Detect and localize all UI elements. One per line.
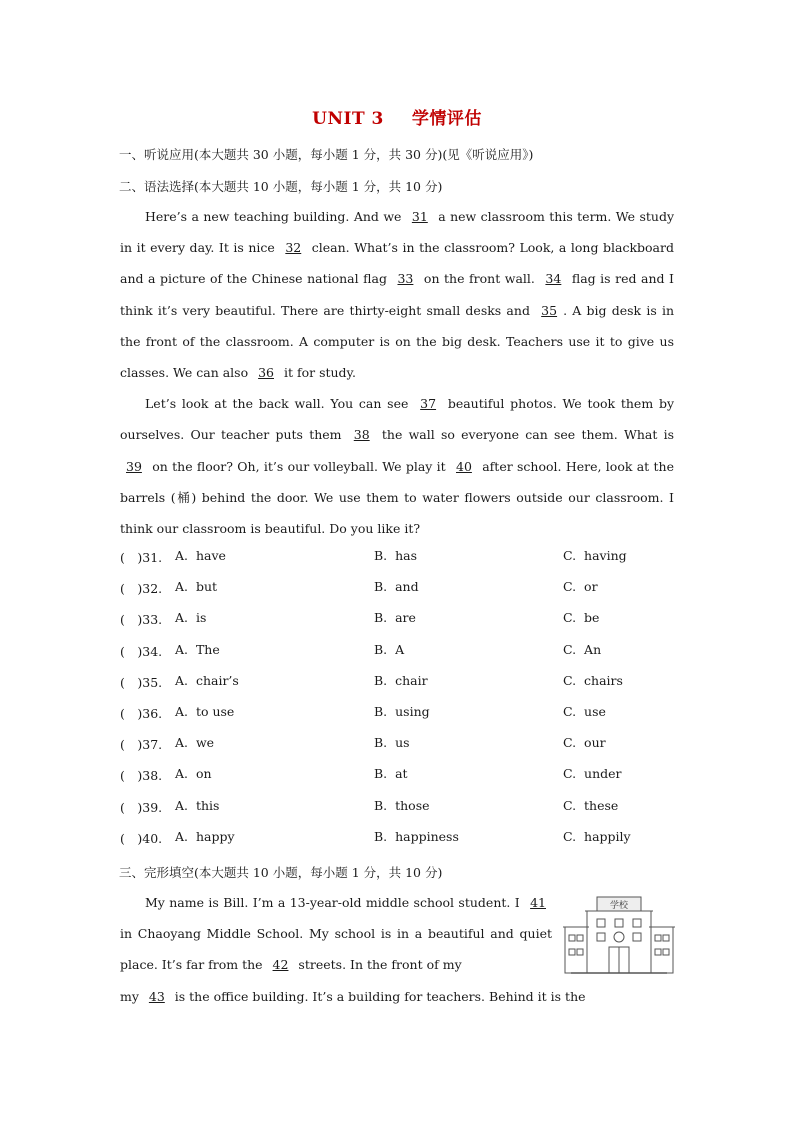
question-row-32 xyxy=(120,579,680,610)
option-c: C. having xyxy=(563,548,627,563)
question-row-38 xyxy=(120,766,680,797)
option-c: C. chairs xyxy=(563,672,623,688)
blank-36: 36 xyxy=(258,365,274,381)
grammar-passage xyxy=(120,201,674,544)
blank-37: 37 xyxy=(420,396,437,412)
question-number: ( )36. xyxy=(120,705,163,721)
option-a: A. we xyxy=(175,735,215,751)
blank-31: 31 xyxy=(411,209,428,224)
section-1-heading: 一、听说应用(本大题共 30 小题，每小题 1 分，共 30 分)(见《听说应用》) xyxy=(119,147,534,162)
question-number: ( )31. xyxy=(120,550,163,565)
blank-40: 40 xyxy=(456,458,472,474)
option-c: C. under xyxy=(563,766,622,782)
question-number: ( )34. xyxy=(120,643,163,659)
section-3-heading: 三、完形填空(本大题共 10 小题，每小题 1 分，共 10 分) xyxy=(119,865,443,880)
cloze-paragraph-line: my 43 is the office building. It’s a building for teachers. Behind it is the xyxy=(120,989,586,1004)
page-title xyxy=(0,104,794,129)
question-row-33 xyxy=(120,610,680,641)
question-number: ( )37. xyxy=(120,737,163,753)
blank-39: 39 xyxy=(126,458,142,474)
option-c: C. our xyxy=(563,735,606,751)
question-row-35 xyxy=(120,673,680,704)
option-b: B. and xyxy=(374,579,419,595)
passage-paragraph-1: Here’s a new teaching building. And we 31 a new classroom this term. We study in it every day. It is nice 32 clean. What’s in the classroom? Look, a long blackboard and a picture of the Chinese national flag 33 on the front wall. 34 flag is red and I think it’s very beautiful. There are thirty-eight small desks and 35 . A big desk is in the front of the classroom. A computer is on the big desk. Teachers use it to give us classes. We can also 36 it for study. xyxy=(120,209,675,381)
option-c: C. happily xyxy=(563,828,631,844)
question-number: ( )38. xyxy=(120,768,163,784)
option-a: A. on xyxy=(175,766,212,782)
blank-42: 42 xyxy=(272,957,289,973)
question-number: ( )40. xyxy=(120,830,163,846)
question-row-34 xyxy=(120,642,680,673)
option-b: B. chair xyxy=(374,672,428,688)
question-row-40 xyxy=(120,829,680,860)
option-b: B. has xyxy=(374,548,418,563)
option-b: B. A xyxy=(374,641,405,657)
question-number: ( )39. xyxy=(120,799,163,815)
option-a: A. to use xyxy=(175,703,235,719)
question-row-36 xyxy=(120,704,680,735)
option-a: A. have xyxy=(175,548,226,563)
cloze-paragraph: My name is Bill. I’m a 13-year-old middle school student. I 41 in Chaoyang Middle School. My school is in a beautiful and quiet place. It’s far from the 42 streets. In the front of my xyxy=(120,895,552,973)
option-c: C. or xyxy=(563,579,598,595)
question-row-31 xyxy=(120,548,680,579)
question-number: ( )33. xyxy=(120,612,163,628)
option-c: C. be xyxy=(563,610,600,626)
option-b: B. us xyxy=(374,735,410,751)
option-b: B. using xyxy=(374,703,430,719)
option-b: B. happiness xyxy=(374,828,459,844)
question-number: ( )32. xyxy=(120,581,163,597)
option-c: C. An xyxy=(563,641,602,657)
option-b: B. those xyxy=(374,797,430,813)
cloze-passage xyxy=(120,887,552,981)
blank-32: 32 xyxy=(285,240,302,256)
option-b: B. are xyxy=(374,610,416,626)
question-options xyxy=(120,548,680,860)
option-b: B. at xyxy=(374,766,408,782)
question-number: ( )35. xyxy=(120,674,163,690)
question-row-39 xyxy=(120,798,680,829)
blank-38: 38 xyxy=(353,427,370,443)
blank-41: 41 xyxy=(530,895,546,910)
blank-35: 35 xyxy=(541,302,558,318)
option-c: C. use xyxy=(563,703,606,719)
title-name: 学情评估 xyxy=(411,109,482,129)
option-a: A. but xyxy=(175,579,218,595)
question-row-37 xyxy=(120,735,680,766)
option-a: A. is xyxy=(175,610,207,626)
blank-43: 43 xyxy=(148,989,165,1004)
section-2-heading: 二、语法选择(本大题共 10 小题，每小题 1 分，共 10 分) xyxy=(119,179,443,194)
option-c: C. these xyxy=(563,797,619,813)
option-a: A. this xyxy=(175,797,220,813)
blank-33: 33 xyxy=(397,271,414,287)
option-a: A. The xyxy=(175,641,220,657)
blank-34: 34 xyxy=(545,271,562,287)
school-building-illustration xyxy=(563,895,675,977)
option-a: A. chair’s xyxy=(175,672,239,688)
option-a: A. happy xyxy=(175,828,235,844)
passage-paragraph-2: Let’s look at the back wall. You can see 37 beautiful photos. We took them by ourselves. Our teacher puts them 38 the wall so everyone can see them. What is 39 on the floor? Oh, it’s our volleyball. We play it 40 after school. Here, look at the barrels (桶) behind the door. We use them to water flowers outside our classroom. I think our classroom is beautiful. Do you like it? xyxy=(120,396,675,537)
school-sign: 学校 xyxy=(609,901,629,911)
unit-label: UNIT 3 xyxy=(312,109,384,129)
cloze-passage-continued xyxy=(120,981,674,1012)
